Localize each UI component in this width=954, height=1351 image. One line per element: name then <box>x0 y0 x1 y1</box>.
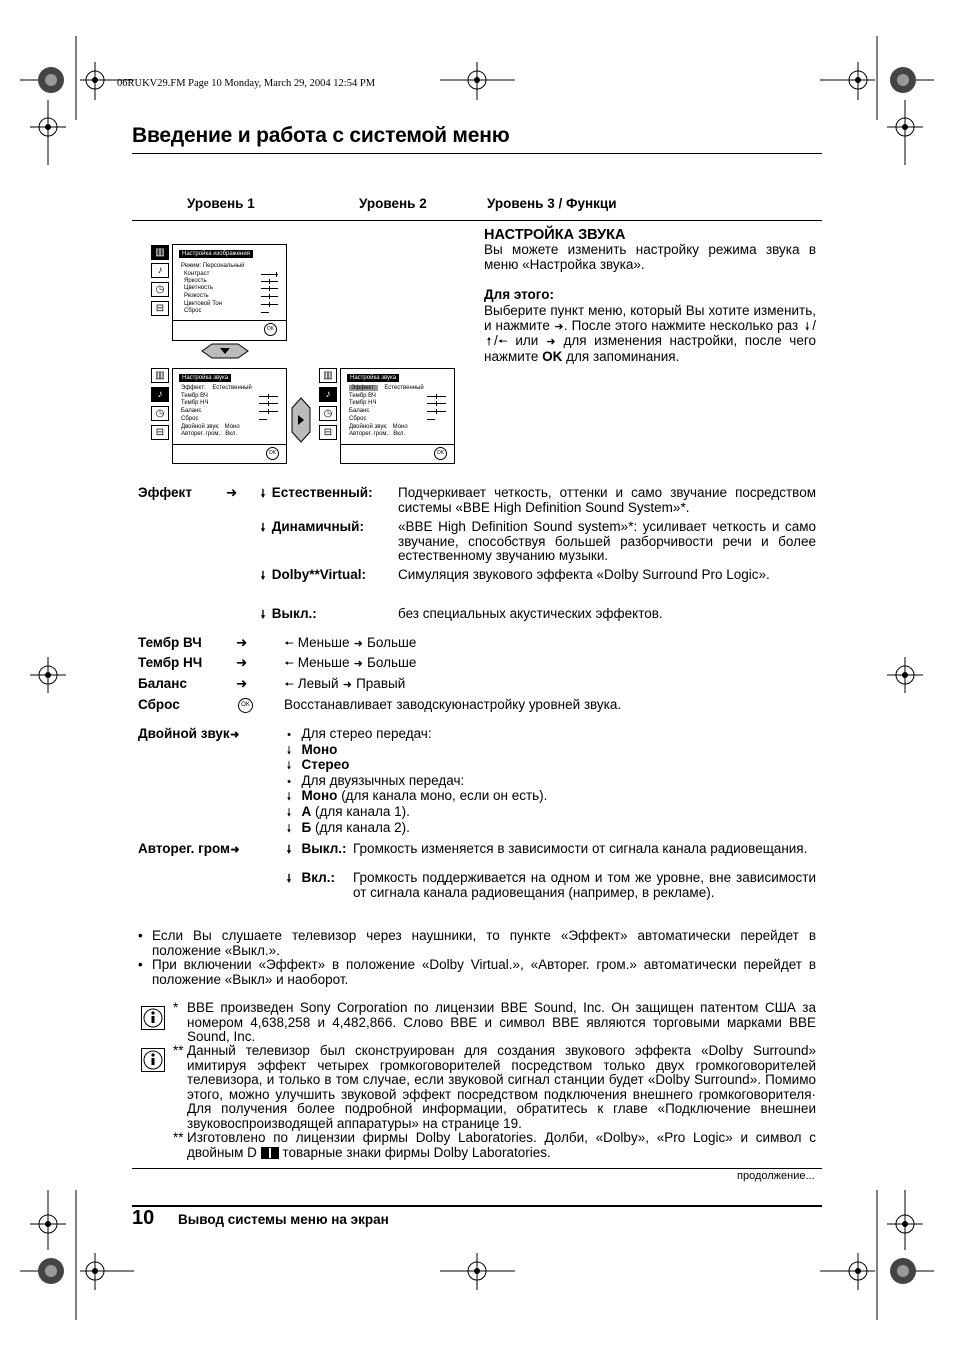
footnote-mark: * <box>173 1000 179 1015</box>
file-stamp: 06RUKV29.FM Page 10 Monday, March 29, 2004 12:54 PM <box>117 78 376 89</box>
footnote-bbe: BBE произведен Sony Corporation по лицензии BBE Sound, Inc. Он защищен патентом США за номером 4,638,258 и 4,482,866. Слово BBE и символ BBE являются торговыми марками BBE Sound, Inc. <box>187 1000 816 1045</box>
dual-label: Двойной звук: <box>181 424 220 430</box>
setup-menu-icon: ⊟ <box>151 425 169 440</box>
menu-row: Тембр НЧ <box>349 400 377 406</box>
dual-value: Моно <box>392 424 408 430</box>
arrow-right-icon: ➜ <box>236 635 248 650</box>
avl-label: Авторег. гром.: <box>181 431 222 437</box>
note-dolby-virtual: • При включении «Эффект» в положение «Dolby Virtual.», «Авторег. гром.» автоматически перейдет в положение «Выкл» и наоборот. <box>138 957 816 987</box>
screen-title: Настройка изображения <box>179 250 253 258</box>
info-icon <box>141 1006 165 1030</box>
param-values: 🠔 Меньше ➜ Больше <box>284 655 417 670</box>
menu-row: Сброс <box>184 308 202 314</box>
effect-option-natural-desc: Подчеркивает четкость, оттенки и само звучание посредством системы «BBE High Definition Sound System»*. <box>398 485 816 515</box>
sound-settings-screen-selected <box>340 368 455 464</box>
param-label: Тембр НЧ <box>138 655 203 670</box>
avl-label: Авторег. гром➜ <box>138 841 240 856</box>
footnote-mark: ** <box>173 1043 184 1058</box>
menu-row: Цветовой Тон <box>184 301 223 307</box>
dual-value: Моно <box>224 424 240 430</box>
column-level3: Уровень 3 / Функци <box>487 196 617 211</box>
screen-title: Настройка звука <box>179 374 231 382</box>
effect-label: Эффект <box>138 485 192 500</box>
timer-menu-icon: ◷ <box>151 406 169 421</box>
mode-value: Персональный <box>202 263 245 269</box>
menu-row: Тембр ВЧ <box>349 393 376 399</box>
effect-option-dolby-desc: Симуляция звукового эффекта «Dolby Surround Pro Logic». <box>398 567 770 582</box>
param-values: 🠔 Левый ➜ Правый <box>284 676 406 691</box>
page-number: 10 <box>132 1207 155 1229</box>
avl-off-desc: Громкость изменяется в зависимости от сигнала канала радиовещания. <box>353 841 808 856</box>
footnote-mark: ** <box>173 1130 184 1145</box>
menu-row: Контраст <box>184 271 210 277</box>
continued-label: продолжение... <box>737 1170 815 1182</box>
effect-option-dolby: 🠗 Dolby**Virtual: <box>260 567 367 582</box>
avl-on-desc: Громкость поддерживается на одном и том же уровне, вне зависимости от сигнала канала радиовещания (например, в рекламе). <box>353 870 816 900</box>
arrow-right-icon: ➜ <box>226 485 238 500</box>
sound-menu-icon: ♪ <box>319 387 337 402</box>
menu-row: Цветность <box>184 285 213 291</box>
section-heading: НАСТРОЙКА ЗВУКА <box>484 227 626 243</box>
timer-menu-icon: ◷ <box>319 406 337 421</box>
avl-on: 🠗 Вкл.: <box>286 870 336 885</box>
menu-row: Баланс <box>181 408 202 414</box>
footer-section: Вывод системы меню на экран <box>178 1212 389 1227</box>
menu-row: Тембр НЧ <box>181 400 209 406</box>
navigate-right-arrow <box>292 398 310 442</box>
avl-off: 🠗 Выкл.: <box>286 841 347 856</box>
effect-label-highlighted: Эффект: <box>351 385 376 391</box>
dolby-double-d-icon <box>261 1147 279 1159</box>
arrow-right-icon: ➜ <box>236 655 248 670</box>
bottom-rule <box>132 1168 822 1169</box>
param-label: Тембр ВЧ <box>138 635 202 650</box>
picture-menu-icon: ▥ <box>319 368 337 383</box>
note-headphones: • Если Вы слушаете телевизор через наушники, то пункте «Эффект» автоматически перейдет в положение «Выкл.». <box>138 928 816 958</box>
dual-label: Двойной звук➜ <box>138 726 240 741</box>
picture-settings-screen <box>172 244 287 341</box>
avl-value: Вкл. <box>393 431 406 437</box>
sound-menu-icon: ♪ <box>151 263 169 278</box>
menu-row: Яркость <box>184 278 207 284</box>
menu-row: Баланс <box>349 408 370 414</box>
effect-option-dynamic: 🠗 Динамичный: <box>260 519 364 534</box>
footnote-dolby-surround: Данный телевизор был сконструирован для создания звукового эффекта «Dolby Surround» имитируя эффект четырех громкоговорителей посредством только двух громкоговорителей телевизора, и только в том случае, если звуковой сигнал станции будет «Dolby Surround». Помимо этого, можно улучшить звуковой эффект посредством подключения внешнего громкоговорителя· Для получения более подробной информации, обратитесь к главе «Подключение внешнеи звуковоспроизводящей аппаратуры» на странице 19. <box>187 1043 816 1131</box>
effect-option-off: 🠗 Выкл.: <box>260 606 317 621</box>
page-title: Введение и работа с системой меню <box>132 124 510 147</box>
effect-value: Естественный <box>384 385 424 391</box>
dual-options: • Для стерео передач: 🠗 Моно 🠗 Стерео • Для двуязычных передач: 🠗 Моно (для канала моно, если он есть). 🠗 А (для канала 1). 🠗 Б (для канала 2). <box>286 726 548 835</box>
column-level1: Уровень 1 <box>187 196 255 211</box>
ok-icon: OK <box>434 447 447 460</box>
effect-option-dynamic-desc: «BBE High Definition Sound system»*: усиливает четкость и само звучание, способствуя большей разборчивости речи и более естественному звучанию музыки. <box>398 519 816 564</box>
navigate-down-arrow <box>202 344 248 358</box>
timer-menu-icon: ◷ <box>151 282 169 297</box>
info-icon <box>141 1048 165 1072</box>
param-values: 🠔 Меньше ➜ Больше <box>284 635 417 650</box>
sound-settings-screen <box>172 368 287 464</box>
effect-option-natural: 🠗 Естественный: <box>260 485 373 500</box>
columns-rule <box>132 220 822 221</box>
ok-icon: OK <box>266 447 279 460</box>
intro-text: Вы можете изменить настройку режима звука в меню «Настройка звука». <box>484 242 816 272</box>
mode-label: Режим: <box>181 263 202 269</box>
sound-menu-icon: ♪ <box>151 387 169 402</box>
footer-rule <box>132 1205 822 1207</box>
param-label: Баланс <box>138 676 187 691</box>
ok-button-icon: OK <box>238 698 253 713</box>
footnote-dolby-license: Изготовлено по лицензии фирмы Dolby Laboratories. Долби, «Dolby», «Pro Logic» и символ с двойным D товарные знаки фирмы Dolby Laboratories. <box>187 1130 816 1160</box>
setup-menu-icon: ⊟ <box>151 301 169 316</box>
menu-row: Сброс <box>349 416 367 422</box>
menu-row: Сброс <box>181 416 199 422</box>
picture-menu-icon: ▥ <box>151 368 169 383</box>
effect-value: Естественный <box>212 385 252 391</box>
howto-text: Выберите пункт меню, который Вы хотите изменить, и нажмите ➜. После этого нажмите несколько раз 🠗 /🠕 /🠔 или ➜ для изменения настройки, после чего нажмите OK для запоминания. <box>484 303 816 364</box>
effect-label: Эффект: <box>181 385 206 391</box>
ok-icon: OK <box>264 323 277 336</box>
picture-menu-icon: ▥ <box>151 245 169 260</box>
howto-heading: Для этого: <box>484 287 554 302</box>
dual-label: Двойной звук: <box>349 424 388 430</box>
reset-desc: Восстанавливает заводскуюнастройку уровней звука. <box>284 697 622 712</box>
effect-option-off-desc: без специальных акустических эффектов. <box>398 606 663 621</box>
setup-menu-icon: ⊟ <box>319 425 337 440</box>
arrow-right-icon: ➜ <box>236 676 248 691</box>
reset-label: Сброс <box>138 697 180 712</box>
title-rule <box>132 153 822 154</box>
menu-row: Тембр ВЧ <box>181 393 208 399</box>
menu-row: Резкость <box>184 293 209 299</box>
column-level2: Уровень 2 <box>359 196 427 211</box>
avl-label: Авторег. гром.: <box>349 431 390 437</box>
avl-value: Вкл. <box>225 431 238 437</box>
screen-title: Настройка звука <box>347 374 399 382</box>
